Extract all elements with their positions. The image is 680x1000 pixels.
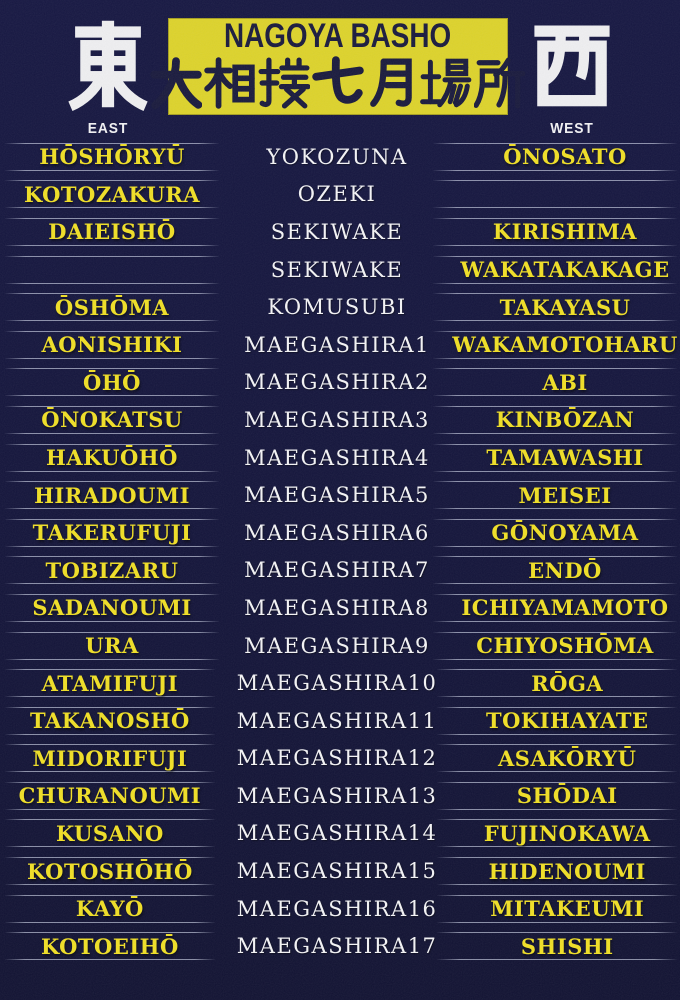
banzuke-table bbox=[0, 138, 680, 965]
east-wrestler-name: ATAMIFUJI bbox=[41, 670, 179, 696]
west-wrestler-name: ICHIYAMAMOTO bbox=[461, 595, 669, 621]
rank-cell bbox=[215, 664, 438, 702]
west-name-cell bbox=[433, 632, 677, 660]
east-wrestler-name: AONISHIKI bbox=[41, 332, 183, 358]
east-name-cell bbox=[5, 782, 215, 810]
west-name-cell bbox=[433, 481, 677, 509]
east-name-cell bbox=[5, 819, 215, 847]
rank-cell bbox=[219, 589, 433, 627]
west-wrestler-name: MITAKEUMI bbox=[490, 896, 645, 922]
table-row bbox=[0, 852, 680, 890]
west-wrestler-name: SHISHI bbox=[520, 933, 614, 959]
rank-label: MAEGASHIRA12 bbox=[236, 746, 438, 771]
rank-cell bbox=[219, 288, 433, 326]
west-name-cell bbox=[433, 256, 677, 284]
table-row bbox=[0, 476, 680, 514]
rank-label: MAEGASHIRA6 bbox=[244, 520, 430, 545]
table-row bbox=[0, 777, 680, 815]
west-name-cell bbox=[437, 744, 677, 772]
east-name-cell bbox=[5, 143, 219, 171]
east-kanji-graphic bbox=[61, 13, 155, 115]
table-row bbox=[0, 288, 680, 326]
rank-cell bbox=[219, 514, 433, 552]
west-wrestler-name: TOKIHAYATE bbox=[485, 708, 649, 734]
kanji-shichi bbox=[312, 54, 364, 112]
rank-cell bbox=[215, 852, 438, 890]
rank-label: MAEGASHIRA10 bbox=[236, 671, 438, 696]
table-row bbox=[0, 890, 680, 928]
rank-cell bbox=[215, 890, 438, 928]
east-wrestler-name: MIDORIFUJI bbox=[32, 745, 188, 771]
west-name-cell bbox=[433, 143, 677, 171]
west-name-cell bbox=[437, 782, 677, 810]
rank-cell bbox=[219, 401, 433, 439]
east-wrestler-name: TAKANOSHŌ bbox=[30, 708, 190, 734]
east-wrestler-name: HAKUŌHŌ bbox=[46, 445, 178, 471]
table-row bbox=[0, 589, 680, 627]
tournament-title-en: NAGOYA BASHO bbox=[224, 17, 452, 55]
east-wrestler-name: ŌHŌ bbox=[83, 369, 141, 395]
west-header-block bbox=[520, 13, 624, 137]
kanji-boku bbox=[258, 54, 310, 112]
west-wrestler-name: WAKATAKAKAGE bbox=[460, 257, 670, 283]
table-row bbox=[0, 740, 680, 778]
table-row bbox=[0, 815, 680, 853]
kanji-so bbox=[204, 54, 256, 112]
east-wrestler-name: ŌSHŌMA bbox=[54, 294, 170, 320]
table-row bbox=[0, 364, 680, 402]
table-row bbox=[0, 213, 680, 251]
east-wrestler-name: CHURANOUMI bbox=[18, 783, 202, 809]
rank-cell bbox=[215, 777, 438, 815]
rank-label: MAEGASHIRA16 bbox=[236, 896, 438, 921]
east-wrestler-name: TAKERUFUJI bbox=[32, 520, 192, 546]
east-wrestler-name: KOTOSHŌHŌ bbox=[26, 858, 193, 884]
east-name-cell bbox=[5, 331, 219, 359]
rank-cell bbox=[219, 439, 433, 477]
table-row bbox=[0, 702, 680, 740]
rank-label: SEKIWAKE bbox=[270, 219, 404, 244]
east-wrestler-name: KUSANO bbox=[56, 820, 164, 846]
east-wrestler-name: SADANOUMI bbox=[32, 595, 192, 621]
west-name-cell bbox=[437, 932, 677, 960]
rank-label: MAEGASHIRA3 bbox=[244, 407, 430, 432]
east-name-cell bbox=[5, 669, 215, 697]
west-wrestler-name: ENDŌ bbox=[528, 557, 602, 583]
rank-label: SEKIWAKE bbox=[270, 257, 404, 282]
kanji-ba bbox=[420, 54, 472, 112]
table-row bbox=[0, 514, 680, 552]
west-wrestler-name: ASAKŌRYŪ bbox=[498, 745, 637, 771]
rank-label: MAEGASHIRA15 bbox=[236, 859, 438, 884]
west-label: WEST bbox=[550, 120, 594, 137]
west-name-cell bbox=[433, 218, 677, 246]
table-row bbox=[0, 251, 680, 289]
east-name-cell bbox=[5, 932, 215, 960]
west-wrestler-name: RŌGA bbox=[531, 670, 604, 696]
rank-label: MAEGASHIRA8 bbox=[244, 595, 430, 620]
rank-label: MAEGASHIRA2 bbox=[244, 370, 430, 395]
east-wrestler-name: KAYŌ bbox=[75, 896, 144, 922]
west-wrestler-name: HIDENOUMI bbox=[488, 858, 646, 884]
west-name-cell bbox=[437, 707, 677, 735]
east-wrestler-name: DAIEISHŌ bbox=[48, 219, 176, 245]
rank-cell bbox=[215, 927, 438, 965]
west-wrestler-name: SHŌDAI bbox=[516, 783, 618, 809]
east-wrestler-name: URA bbox=[85, 633, 139, 659]
rank-label: MAEGASHIRA4 bbox=[244, 445, 430, 470]
table-row bbox=[0, 326, 680, 364]
east-wrestler-name: TOBIZARU bbox=[45, 557, 179, 583]
west-name-cell bbox=[433, 180, 677, 208]
table-row bbox=[0, 439, 680, 477]
west-name-cell bbox=[433, 331, 677, 359]
rank-cell bbox=[215, 740, 438, 778]
east-wrestler-name: KOTOZAKURA bbox=[23, 181, 201, 207]
east-name-cell bbox=[5, 632, 219, 660]
west-name-cell bbox=[437, 857, 677, 885]
rank-label: MAEGASHIRA7 bbox=[244, 558, 430, 583]
rank-label: MAEGASHIRA11 bbox=[236, 708, 438, 733]
east-name-cell bbox=[5, 368, 219, 396]
east-name-cell bbox=[5, 180, 219, 208]
table-row bbox=[0, 176, 680, 214]
east-name-cell bbox=[5, 406, 219, 434]
rank-label: YOKOZUNA bbox=[266, 144, 408, 169]
rank-cell bbox=[219, 364, 433, 402]
rank-cell bbox=[219, 326, 433, 364]
east-name-cell bbox=[5, 444, 219, 472]
west-name-cell bbox=[433, 293, 677, 321]
east-wrestler-name: KOTOEIHŌ bbox=[40, 933, 179, 959]
west-wrestler-name: FUJINOKAWA bbox=[483, 820, 651, 846]
rank-label: MAEGASHIRA1 bbox=[244, 332, 430, 357]
west-wrestler-name: TAKAYASU bbox=[499, 294, 631, 320]
east-name-cell bbox=[5, 895, 215, 923]
west-wrestler-name: CHIYOSHŌMA bbox=[476, 633, 654, 659]
rank-cell bbox=[219, 176, 433, 214]
table-row bbox=[0, 664, 680, 702]
east-name-cell bbox=[5, 293, 219, 321]
east-wrestler-name: ŌNOKATSU bbox=[41, 407, 183, 433]
east-name-cell bbox=[5, 218, 219, 246]
rank-cell bbox=[215, 815, 438, 853]
rank-cell bbox=[215, 702, 438, 740]
west-wrestler-name: ABI bbox=[542, 369, 588, 395]
rank-cell bbox=[219, 552, 433, 590]
rank-cell bbox=[219, 476, 433, 514]
table-row bbox=[0, 552, 680, 590]
tournament-banner bbox=[168, 18, 508, 115]
west-wrestler-name: GŌNOYAMA bbox=[491, 520, 639, 546]
rank-cell bbox=[219, 213, 433, 251]
west-name-cell bbox=[433, 444, 677, 472]
west-name-cell bbox=[437, 819, 677, 847]
east-name-cell bbox=[5, 519, 219, 547]
rank-cell bbox=[219, 251, 433, 289]
east-header-block bbox=[56, 13, 160, 137]
east-name-cell bbox=[5, 481, 219, 509]
rank-label: MAEGASHIRA9 bbox=[244, 633, 430, 658]
east-name-cell bbox=[5, 857, 215, 885]
west-name-cell bbox=[433, 406, 677, 434]
east-name-cell bbox=[5, 707, 215, 735]
table-row bbox=[0, 627, 680, 665]
table-row bbox=[0, 401, 680, 439]
west-name-cell bbox=[433, 519, 677, 547]
table-row bbox=[0, 927, 680, 965]
west-wrestler-name: MEISEI bbox=[518, 482, 612, 508]
rank-label: OZEKI bbox=[297, 182, 377, 207]
rank-label: KOMUSUBI bbox=[267, 295, 407, 320]
west-wrestler-name: KINBŌZAN bbox=[495, 407, 635, 433]
east-name-cell bbox=[5, 594, 219, 622]
west-name-cell bbox=[433, 368, 677, 396]
west-wrestler-name: KIRISHIMA bbox=[492, 219, 638, 245]
east-name-cell bbox=[5, 744, 215, 772]
east-name-cell bbox=[5, 256, 219, 284]
east-name-cell bbox=[5, 556, 219, 584]
rank-label: MAEGASHIRA13 bbox=[236, 783, 438, 808]
west-name-cell bbox=[433, 556, 677, 584]
rank-label: MAEGASHIRA14 bbox=[236, 821, 438, 846]
rank-cell bbox=[219, 138, 433, 176]
west-name-cell bbox=[437, 669, 677, 697]
rank-cell bbox=[219, 627, 433, 665]
table-row bbox=[0, 138, 680, 176]
west-name-cell bbox=[437, 895, 677, 923]
tournament-title-jp-graphic bbox=[150, 54, 526, 112]
kanji-getsu bbox=[366, 54, 418, 112]
west-name-cell bbox=[433, 594, 677, 622]
kanji-dai bbox=[150, 54, 202, 112]
rank-label: MAEGASHIRA5 bbox=[244, 483, 430, 508]
east-label: EAST bbox=[87, 120, 129, 137]
west-wrestler-name: TAMAWASHI bbox=[486, 445, 644, 471]
rank-label: MAEGASHIRA17 bbox=[236, 934, 438, 959]
kanji-sho bbox=[474, 54, 526, 112]
west-wrestler-name: ŌNOSATO bbox=[503, 144, 627, 170]
west-kanji-graphic bbox=[525, 13, 619, 115]
east-wrestler-name: HIRADOUMI bbox=[34, 482, 190, 508]
east-wrestler-name: HŌSHŌRYŪ bbox=[39, 144, 185, 170]
west-wrestler-name: WAKAMOTOHARU bbox=[452, 332, 678, 358]
